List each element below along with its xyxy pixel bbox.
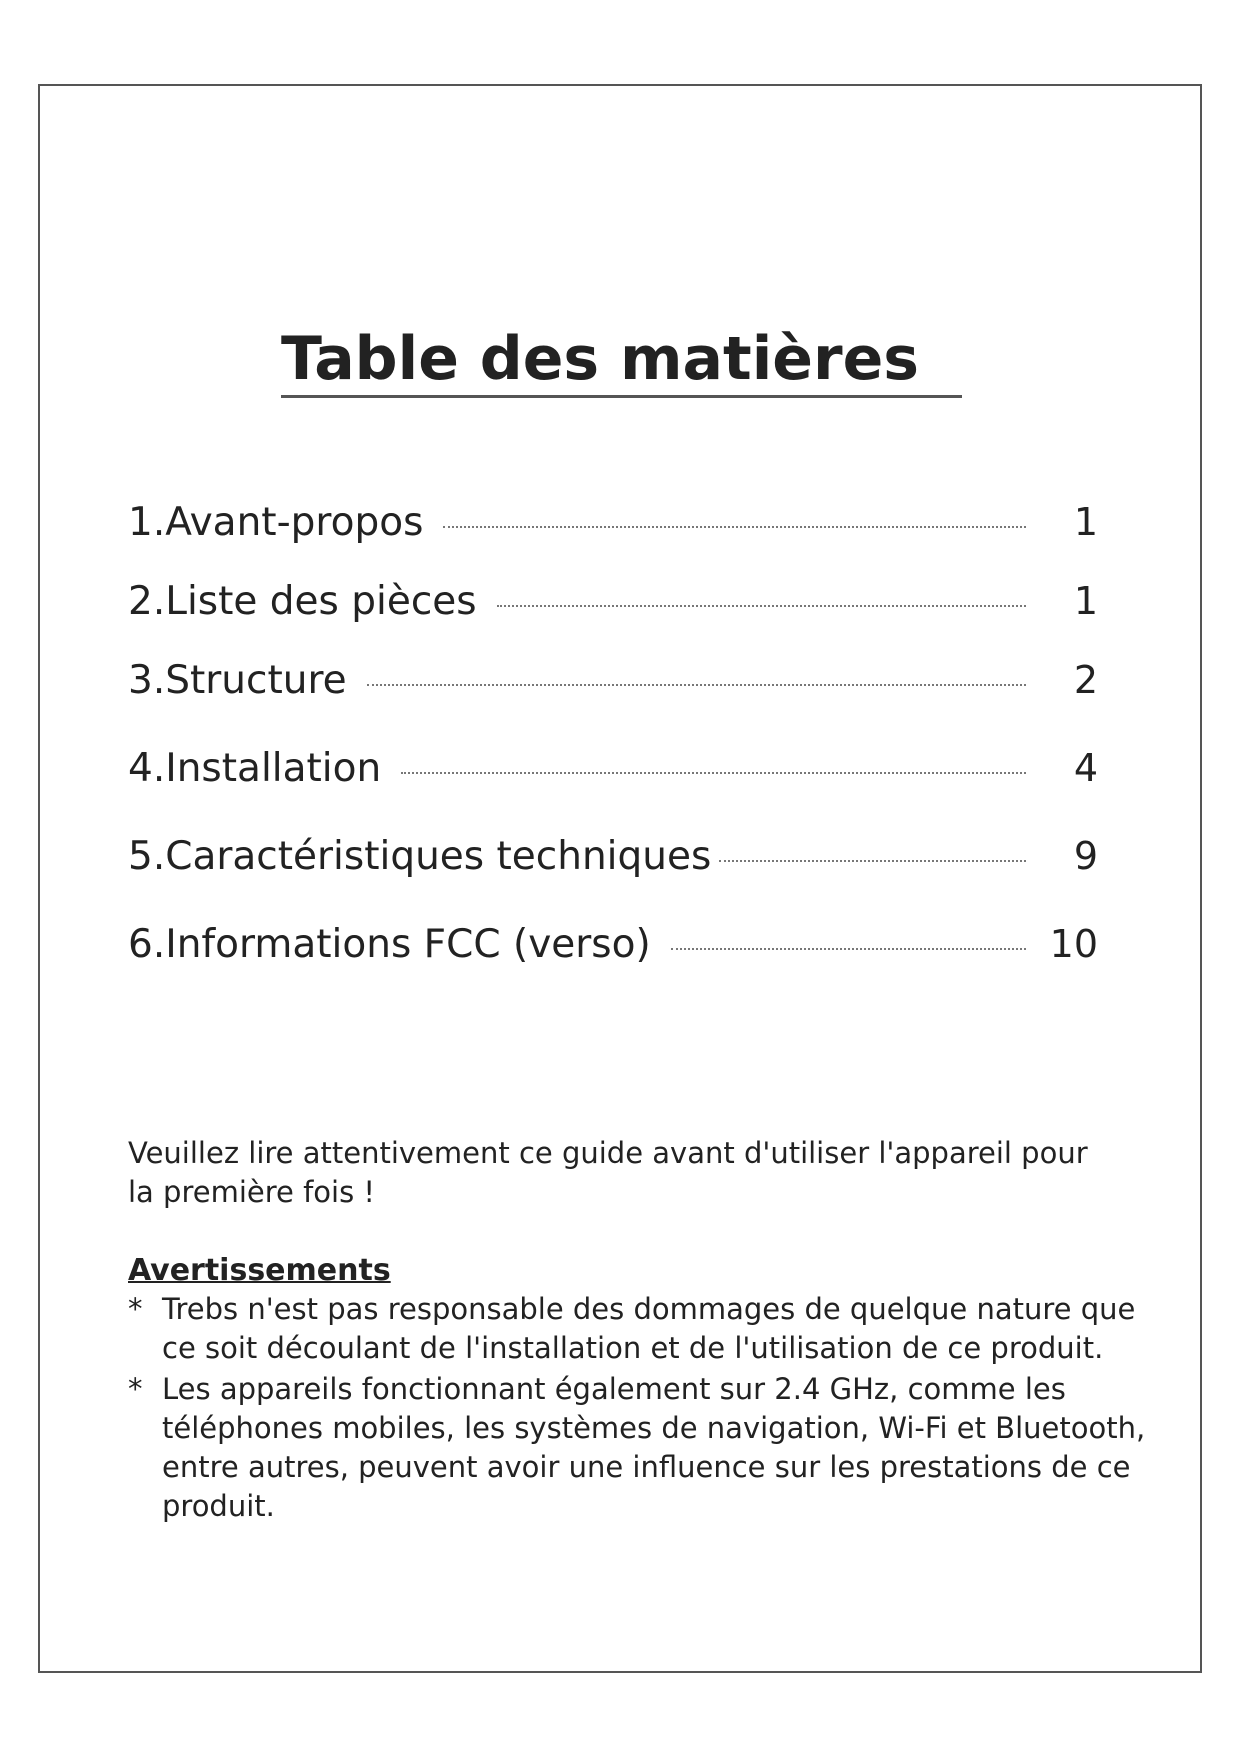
- warning-item: [128, 1370, 1178, 1526]
- toc-page-number: 4: [1073, 746, 1098, 790]
- toc-page-number: 9: [1073, 834, 1098, 878]
- toc-entry-liste-des-pieces[interactable]: [128, 571, 1098, 631]
- toc-leader-dots: [671, 948, 1026, 950]
- toc-leader-dots: [719, 860, 1026, 862]
- toc-entry-label: 1.Avant-propos: [128, 499, 424, 545]
- toc-page-number: 1: [1073, 579, 1098, 623]
- toc-entry-installation[interactable]: [128, 738, 1098, 798]
- warnings-list: [128, 1290, 1178, 1528]
- toc-page-number: 2: [1073, 658, 1098, 702]
- toc-page-number: 10: [1049, 922, 1098, 966]
- toc-entry-avant-propos[interactable]: [128, 492, 1098, 552]
- toc-page-number: 1: [1073, 500, 1098, 544]
- bullet-asterisk: *: [128, 1372, 143, 1406]
- toc-entry-label: 5.Caractéristiques techniques: [128, 833, 712, 879]
- warnings-heading: Avertissements: [128, 1253, 391, 1288]
- toc-entry-label: 3.Structure: [128, 657, 347, 703]
- toc-entry-structure[interactable]: [128, 650, 1098, 710]
- warning-text: Trebs n'est pas responsable des dommages de quelque nature que ce soit découlant de l'installation et de l'utilisation de ce produit.: [162, 1292, 1136, 1365]
- toc-leader-dots: [367, 684, 1026, 686]
- warning-item: [128, 1290, 1178, 1368]
- toc-leader-dots: [401, 772, 1026, 774]
- warning-text: Les appareils fonctionnant également sur 2.4 GHz, comme les téléphones mobiles, les systèmes de navigation, Wi-Fi et Bluetooth, entre autres, peuvent avoir une influence sur les prestations de ce produit.: [162, 1372, 1146, 1523]
- toc-leader-dots: [443, 526, 1026, 528]
- page-title: Table des matières: [281, 323, 962, 398]
- toc-entry-label: 6.Informations FCC (verso): [128, 921, 651, 967]
- toc-entry-informations-fcc[interactable]: [128, 914, 1098, 974]
- bullet-asterisk: *: [128, 1292, 143, 1326]
- toc-entry-caracteristiques-techniques[interactable]: [128, 826, 1098, 886]
- toc-entry-label: 4.Installation: [128, 745, 382, 791]
- toc-entry-label: 2.Liste des pièces: [128, 578, 477, 624]
- intro-notice: Veuillez lire attentivement ce guide avant d'utiliser l'appareil pour la première fois !: [128, 1136, 1088, 1209]
- toc-leader-dots: [497, 605, 1026, 607]
